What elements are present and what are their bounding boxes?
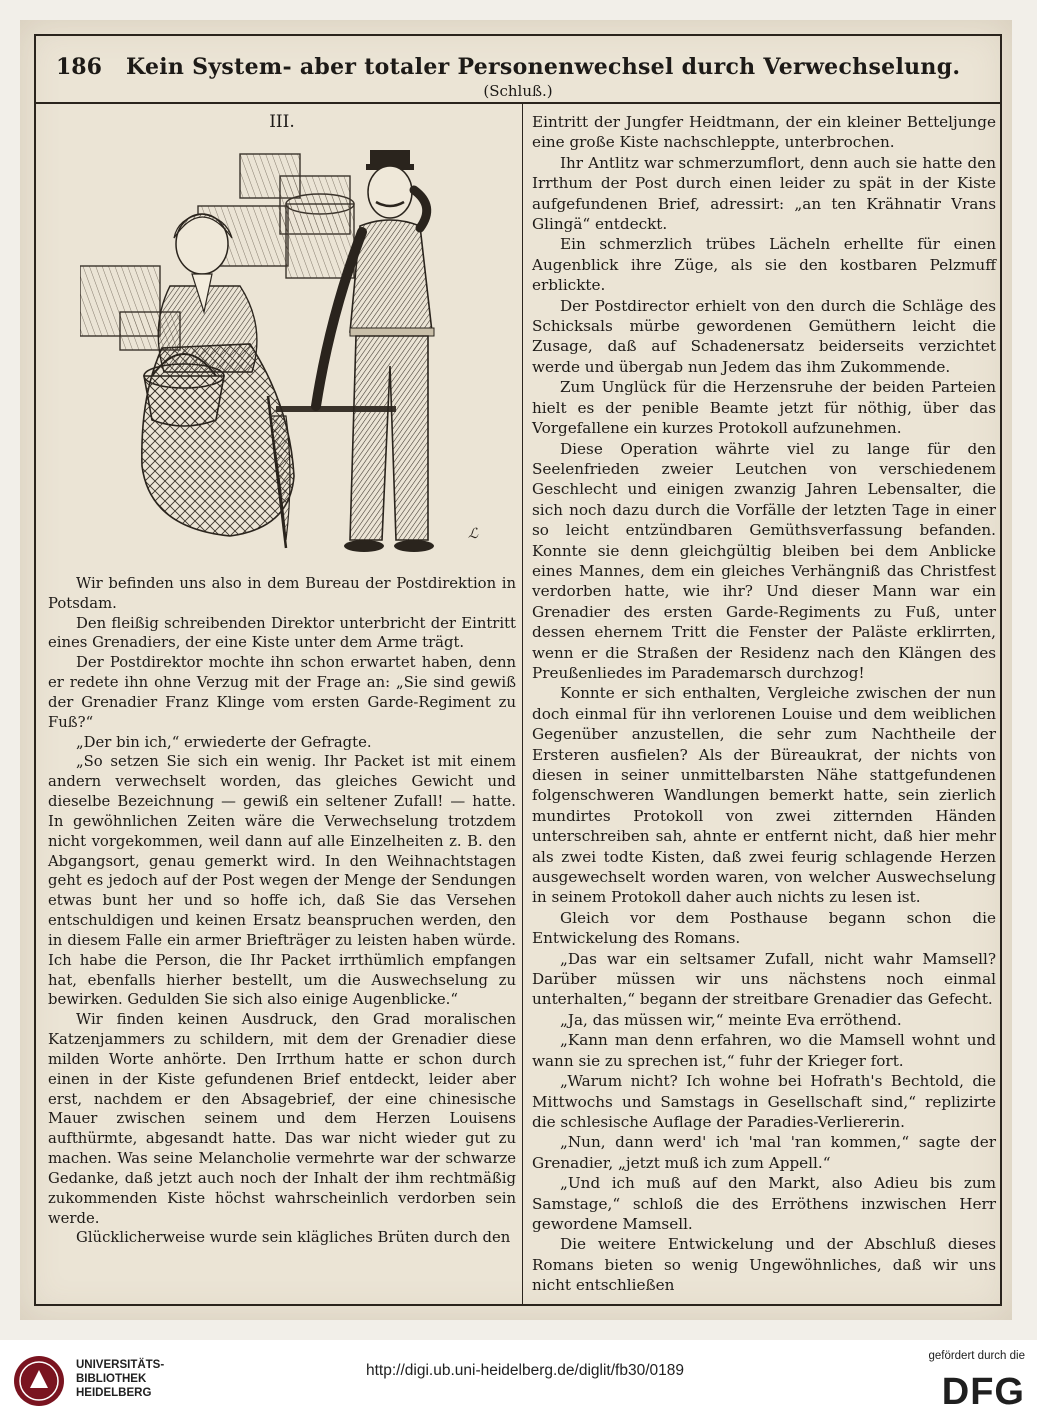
paragraph: „Kann man denn erfahren, wo die Mamsell wohnt und wann sie zu sprechen ist,“ fuhr der Krieger fort. [532,1031,996,1070]
footer-bar [0,1340,1037,1420]
dfg-logo-text: DFG [941,1371,1025,1408]
paragraph: Wir befinden uns also in dem Bureau der Postdirektion in Potsdam. [48,575,516,612]
paragraph: Wir finden keinen Ausdruck, den Grad moralischen Katzenjammers zu schildern, mit dem der Grenadier diese milden Worte anhörte. Den Irrthum hatte er schon durch einen in der Kiste gefundenen Brief entdeckt, leider aber erst, nachdem er den Absagebrief, der eine chinesische Mauer zwischen seinem und dem Herzen Louisens aufthürmte, abgesandt hatte. Das war nicht wieder gut zu machen. Was seine Melancholie vermehrte war der schwarze Gedanke, daß jetzt auch noch der Inhalt der ihm rechtmäßig zukommenden Kiste höchst wahrscheinlich verdorben sein werde. [48,1011,516,1227]
left-column-text [48,574,516,1248]
paragraph: Ein schmerzlich trübes Lächeln erhellte für einen Augenblick ihre Züge, als sie den kostbaren Pelzmuff erblickte. [532,235,996,295]
paragraph: „Das war ein seltsamer Zufall, nicht wahr Mamsell? Darüber müssen wir uns nächstens noch einmal unterhalten,“ begann der streitbare Grenadier das Gefecht. [532,949,996,1009]
source-url-link[interactable]: http://digi.ub.uni-heidelberg.de/diglit/fb30/0189 [366,1362,684,1379]
svg-text:ℒ: ℒ [468,526,479,542]
article-subtitle: (Schluß.) [483,82,553,100]
paragraph: „Und ich muß auf den Markt, also Adieu bis zum Samstage,“ schloß die des Erröthens inzwischen Herr gewordene Mamsell. [532,1174,996,1233]
paragraph: Der Postdirector erhielt von den durch die Schläge des Schicksals mürbe gewordenen Gemüthern leicht die Zusage, daß auf Schadenersatz beiderseits verzichtet werde und übergab nun Jedem das ihm Zukommende. [532,296,996,376]
right-column-text [532,112,996,1296]
paragraph: „Ja, das müssen wir,“ meinte Eva erröthend. [560,1010,902,1029]
page-number: 186 [56,54,102,80]
section-number: III. [269,112,295,132]
paragraph: Zum Unglück für die Herzensruhe der beiden Parteien hielt es der penible Beamte jetzt für nöthig, über das Vorgefallene ein kurzes Protokoll aufzunehmen. [532,378,996,438]
paragraph: Der Postdirektor mochte ihn schon erwartet haben, denn er redete ihn ohne Verzug mit der Frage an: „Sie sind gewiß der Grenadier Franz Klinge vom ersten Garde-Regiment zu Fuß?“ [48,654,516,731]
dfg-logo [907,1370,1027,1408]
paragraph: Gleich vor dem Posthause begann schon die Entwickelung des Romans. [532,908,996,948]
university-seal-icon [12,1354,66,1408]
paragraph: „Nun, dann werd' ich 'mal 'ran kommen,“ sagte der Grenadier, „jetzt muß ich zum Appell.“ [532,1133,996,1172]
left-column [48,104,516,1247]
masthead [36,44,1000,100]
paragraph: Ihr Antlitz war schmerzumflort, denn auch sie hatte den Irrthum der Post durch einen leider zu spät in der Kiste aufgefundenen Brief, adressirt: „an ten Krähnatir Vrans Glingä“ entdeckt. [532,153,996,234]
paragraph: „Der bin ich,“ erwiederte der Gefragte. [76,733,372,751]
paragraph: Konnte er sich enthalten, Vergleiche zwischen der nun doch einmal für ihn verlorenen Louise und dem weiblichen Gegenüber anzustellen, die sehr zum Nachtheile der Ersteren ausfielen? Als der Büreaukrat, der nichts von diesen in seiner unmittelbarsten Nähe stattgefundenen folgenschweren Wandlungen bemerkt hatte, sein zierlich mundirtes Protokoll von zwei zitternden Händen unterschreiben sah, ahnte er entfernt nicht, daß hier mehr als zwei todte Kisten, daß zwei feurig schlagende Herzen ausgewechselt worden waren, von welcher Auswechselung in seinem Protokoll daher auch nichts zu lesen ist. [532,684,996,907]
paragraph: Glücklicherweise wurde sein klägliches Brüten durch den [76,1229,511,1247]
paragraph: „So setzen Sie sich ein wenig. Ihr Packet ist mit einem andern verwechselt worden, das gleiches Gewicht und dieselbe Bezeichnung — gewiß ein seltener Zufall! — hatte. In gewöhnlichen Zeiten wäre die Verwechselung trotzdem nicht vorgekommen, weil dann auf alle Einzelheiten z. B. den Abgangsort, genau gemerkt wird. In den Weihnachtstagen geht es jedoch auf der Post wegen der Menge der Sendungen etwas bunt her und so hoffe ich, daß Sie das Versehen entschuldigen und keinen Ersatz beanspruchen werden, den in diesem Falle ein armer Briefträger zu leisten haben würde. Ich habe die Person, die Ihr Packet irrthümlich empfangen hat, ebenfalls hierher bestellt, um die Auswechselung zu bewirken. Gedulden Sie sich also einige Augenblicke.“ [48,753,516,1009]
paragraph: Den fleißig schreibenden Direktor unterbricht der Eintritt eines Grenadiers, der eine Kiste unter dem Arme trägt. [48,614,516,652]
column-divider [522,104,523,1304]
university-library-name: UNIVERSITÄTS- BIBLIOTHEK HEIDELBERG [76,1359,165,1399]
paragraph: Die weitere Entwickelung und der Abschluß dieses Romans bieten so wenig Ungewöhnliches, daß wir uns nicht entschließen [532,1235,996,1295]
article-title: Kein System- aber totaler Personenwechsel durch Verwechselung. [126,54,961,80]
funded-by-label: gefördert durch die [928,1350,1025,1362]
paragraph: Eintritt der Jungfer Heidtmann, der ein kleiner Betteljunge eine große Kiste nachschleppte, unterbrochen. [532,113,996,152]
engraving-illustration [80,136,488,560]
paragraph: „Warum nicht? Ich wohne bei Hofrath's Bechtold, die Mittwochs und Samstags in Gesellschaft sind,“ replizirte die schlesische Auflage der Paradies-Verliererin. [532,1072,996,1131]
paragraph: Diese Operation währte viel zu lange für den Seelenfrieden zweier Leutchen von verschiedenem Geschlecht und einigen zwanzig Jahren Lebensalter, die sich noch dazu durch die Vorfälle der letzten Tage in einer so leicht entzündbaren Gemüthsverfassung befanden. Konnte sie denn gleichgültig bleiben bei dem Anblicke eines Mannes, dem ein gleiches Verhängniß das Christfest verdorben hatte, wie ihr? Und dieser Mann war ein Grenadier des ersten Garde-Regiments zu Fuß, unter dessen ehernem Tritt die Fenster der Paläste erklirrten, wenn er die Straßen der Residenz nach den Klängen des Preußenliedes im Parademarsch durchzog! [532,439,996,682]
